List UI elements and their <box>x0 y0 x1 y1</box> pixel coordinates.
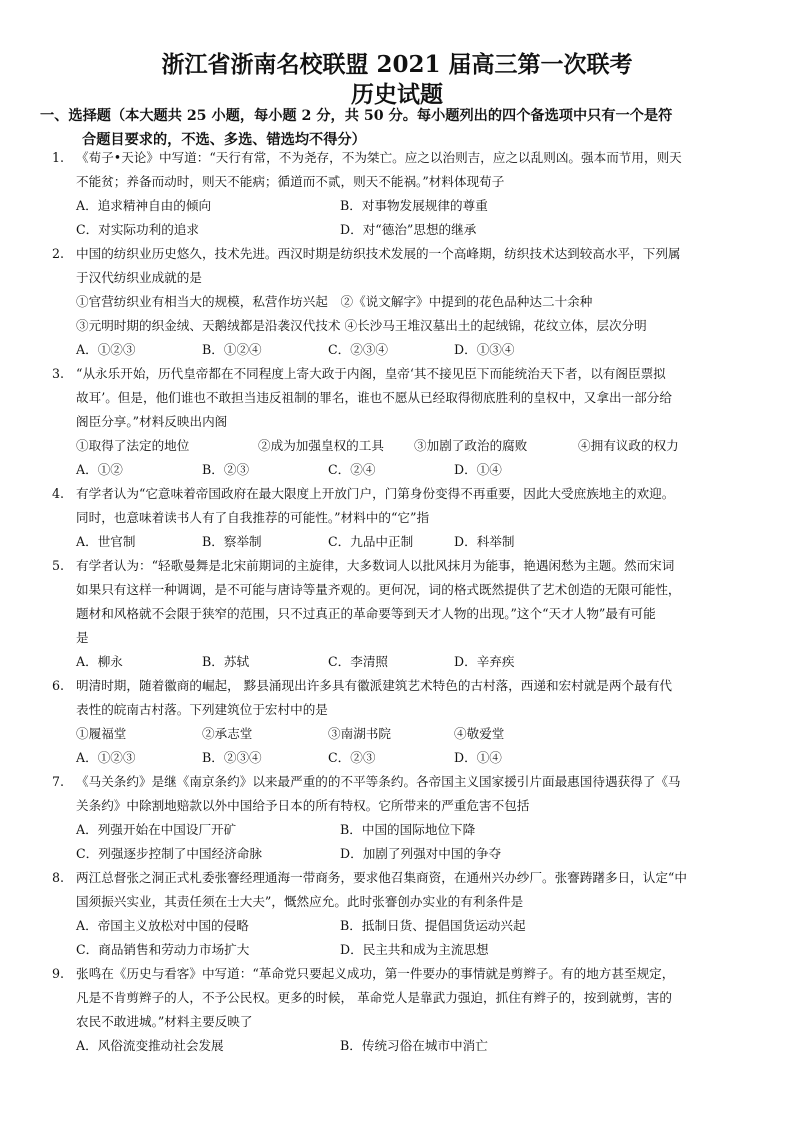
question-text: “从永乐开始，历代皇帝都在不同程度上寄大政于内阁，皇帝‘其不接见臣下而能统治天下者，以有阁臣票拟 <box>76 366 666 381</box>
question-text: 有学者认为“它意味着帝国政府在最大限度上开放门户，门第身份变得不再重要，因此大受庶族地主的欢迎。 <box>76 486 675 501</box>
option-d[interactable]: D．①④ <box>454 462 502 477</box>
question-number: 1. <box>52 150 65 165</box>
option-d[interactable]: D．加剧了列强对中国的争夺 <box>340 846 502 861</box>
question-text: 国须振兴实业，其责任须在士大夫”，慨然应允。此时张謇创办实业的有利条件是 <box>76 894 524 909</box>
option-b[interactable]: B．②③④ <box>202 750 262 765</box>
option-c[interactable]: C．列强逐步控制了中国经济命脉 <box>76 846 262 861</box>
option-b[interactable]: B．②③ <box>202 462 250 477</box>
option-c[interactable]: C．对实际功利的追求 <box>76 222 199 237</box>
statement-4: ④敬爱堂 <box>454 726 505 741</box>
statement-2: ②承志堂 <box>202 726 253 741</box>
option-c[interactable]: C．②③ <box>328 750 376 765</box>
question-text: 农民不敢进城。”材料主要反映了 <box>76 1014 253 1029</box>
question-9 <box>52 962 754 1058</box>
question-text: 《荀子•天论》中写道：“天行有常，不为尧存，不为桀亡。应之以治则吉，应之以乱则凶。强本而节用，则天 <box>76 150 682 165</box>
question-1 <box>52 146 754 242</box>
exam-title: 浙江省浙南名校联盟 2021 届高三第一次联考 <box>161 51 633 78</box>
statement-1: ①取得了法定的地位 <box>76 438 190 453</box>
question-text: 关条约》中除割地赔款以外中国给予日本的所有特权。它所带来的严重危害不包括 <box>76 798 530 813</box>
option-d[interactable]: D．科举制 <box>454 534 515 549</box>
option-b[interactable]: B．抵制日货、提倡国货运动兴起 <box>340 918 526 933</box>
option-a[interactable]: A．追求精神自由的倾向 <box>76 198 212 213</box>
section-heading <box>40 104 780 152</box>
question-text: 表性的皖南古村落。下列建筑位于宏村中的是 <box>76 702 328 717</box>
option-d[interactable]: D．辛弃疾 <box>454 654 515 669</box>
option-b[interactable]: B．对事物发展规律的尊重 <box>340 198 488 213</box>
option-a[interactable]: A．列强开始在中国设厂开矿 <box>76 822 237 837</box>
option-a[interactable]: A．帝国主义放松对中国的侵略 <box>76 918 249 933</box>
question-8 <box>52 866 754 962</box>
statement-line: ①官营纺织业有相当大的规模，私营作坊兴起 ②《说文解字》中提到的花色品种达二十余种 <box>76 294 593 309</box>
question-text: 是 <box>76 630 89 645</box>
question-number: 2. <box>52 246 65 261</box>
option-b[interactable]: B．中国的国际地位下降 <box>340 822 476 837</box>
option-b[interactable]: B．传统习俗在城市中消亡 <box>340 1038 488 1053</box>
question-text: 张鸣在《历史与看客》中写道：“革命党只要起义成功，第一件要办的事情就是剪辫子。有的地方甚至规定， <box>76 966 675 981</box>
option-b[interactable]: B．察举制 <box>202 534 262 549</box>
question-text: 两江总督张之洞正式札委张謇经理通海一带商务，要求他召集商资，在通州兴办纱厂。张謇踌躇多日，认定“中 <box>76 870 687 885</box>
option-b[interactable]: B．苏轼 <box>202 654 250 669</box>
question-text: 同时，也意味着读书人有了自我推荐的可能性。”材料中的“它”指 <box>76 510 430 525</box>
option-a[interactable]: A．风俗流变推动社会发展 <box>76 1038 224 1053</box>
option-a[interactable]: A．①②③ <box>76 342 136 357</box>
option-a[interactable]: A．世官制 <box>76 534 136 549</box>
option-c[interactable]: C．商品销售和劳动力市场扩大 <box>76 942 250 957</box>
question-text: 如果只有这样一种调调，是不可能与唐诗等量齐观的。更何况，词的格式既然提供了艺术创造的无限可能性， <box>76 582 681 597</box>
option-b[interactable]: B．①②④ <box>202 342 262 357</box>
question-number: 5. <box>52 558 65 573</box>
section-heading-line-1: 一、选择题（本大题共 25 小题，每小题 2 分，共 50 分。每小题列出的四个备选项中只有一个是符 <box>40 108 673 124</box>
question-7 <box>52 770 754 866</box>
option-c[interactable]: C．②④ <box>328 462 376 477</box>
statement-1: ①履福堂 <box>76 726 127 741</box>
question-2 <box>52 242 754 362</box>
option-c[interactable]: C．九品中正制 <box>328 534 414 549</box>
option-d[interactable]: D．①④ <box>454 750 502 765</box>
statement-4: ④拥有议政的权力 <box>578 438 679 453</box>
question-number: 9. <box>52 966 65 981</box>
statement-3: ③加剧了政治的腐败 <box>414 438 528 453</box>
statement-3: ③南湖书院 <box>328 726 391 741</box>
option-a[interactable]: A．柳永 <box>76 654 123 669</box>
exam-subtitle: 历史试题 <box>351 81 443 108</box>
statement-2: ②成为加强皇权的工具 <box>258 438 384 453</box>
question-3 <box>52 362 754 482</box>
question-text: 有学者认为：“轻歌曼舞是北宋前期词的主旋律，大多数词人以批风抹月为能事，艳遇闲愁为主题。然而宋词 <box>76 558 675 573</box>
question-6 <box>52 674 754 770</box>
question-text: 凡是不肯剪辫子的人，不予公民权。更多的时候， 革命党人是靠武力强迫，抓住有辫子的，按到就剪，害的 <box>76 990 672 1005</box>
option-a[interactable]: A．①② <box>76 462 123 477</box>
question-text: 阁臣分享。”材料反映出内阁 <box>76 414 228 429</box>
question-text: 明清时期，随着徽商的崛起， 黟县涌现出许多具有徽派建筑艺术特色的古村落，西递和宏村就是两个最有代 <box>76 678 672 693</box>
question-text: 不能贫；养备而动时，则天不能病；循道而不贰，则天不能祸。”材料体现荀子 <box>76 174 505 189</box>
question-text: 故耳’。但是，他们谁也不敢担当违反祖制的罪名，谁也不愿从已经取得彻底胜利的皇权中，又拿出一部分给 <box>76 390 672 405</box>
question-text: 于汉代纺织业成就的是 <box>76 270 202 285</box>
option-d[interactable]: D．民主共和成为主流思想 <box>340 942 489 957</box>
question-5 <box>52 554 754 674</box>
option-d[interactable]: D．①③④ <box>454 342 515 357</box>
question-number: 3. <box>52 366 65 381</box>
question-number: 6. <box>52 678 65 693</box>
question-text: 中国的纺织业历史悠久，技术先进。西汉时期是纺织技术发展的一个高峰期，纺织技术达到较高水平，下列属 <box>76 246 681 261</box>
question-4 <box>52 482 754 554</box>
option-c[interactable]: C．②③④ <box>328 342 389 357</box>
question-number: 8. <box>52 870 65 885</box>
option-c[interactable]: C．李清照 <box>328 654 389 669</box>
question-number: 7. <box>52 774 65 789</box>
question-text: 题材和风格就不会限于狭窄的范围，只不过真正的革命要等到天才人物的出现。”这个“天才人物”最有可能 <box>76 606 656 621</box>
question-text: 《马关条约》是继《南京条约》以来最严重的的不平等条约。各帝国主义国家援引片面最惠国待遇获得了《马 <box>76 774 681 789</box>
option-d[interactable]: D．对“德治”思想的继承 <box>340 222 477 237</box>
statement-line: ③元明时期的织金绒、天鹅绒都是沿袭汉代技术 ④长沙马王堆汉墓出土的起绒锦，花纹立体，层次分明 <box>76 318 647 333</box>
question-number: 4. <box>52 486 65 501</box>
section-heading-line-2: 合题目要求的，不选、多选、错选均不得分） <box>82 132 366 148</box>
option-a[interactable]: A．①②③ <box>76 750 136 765</box>
